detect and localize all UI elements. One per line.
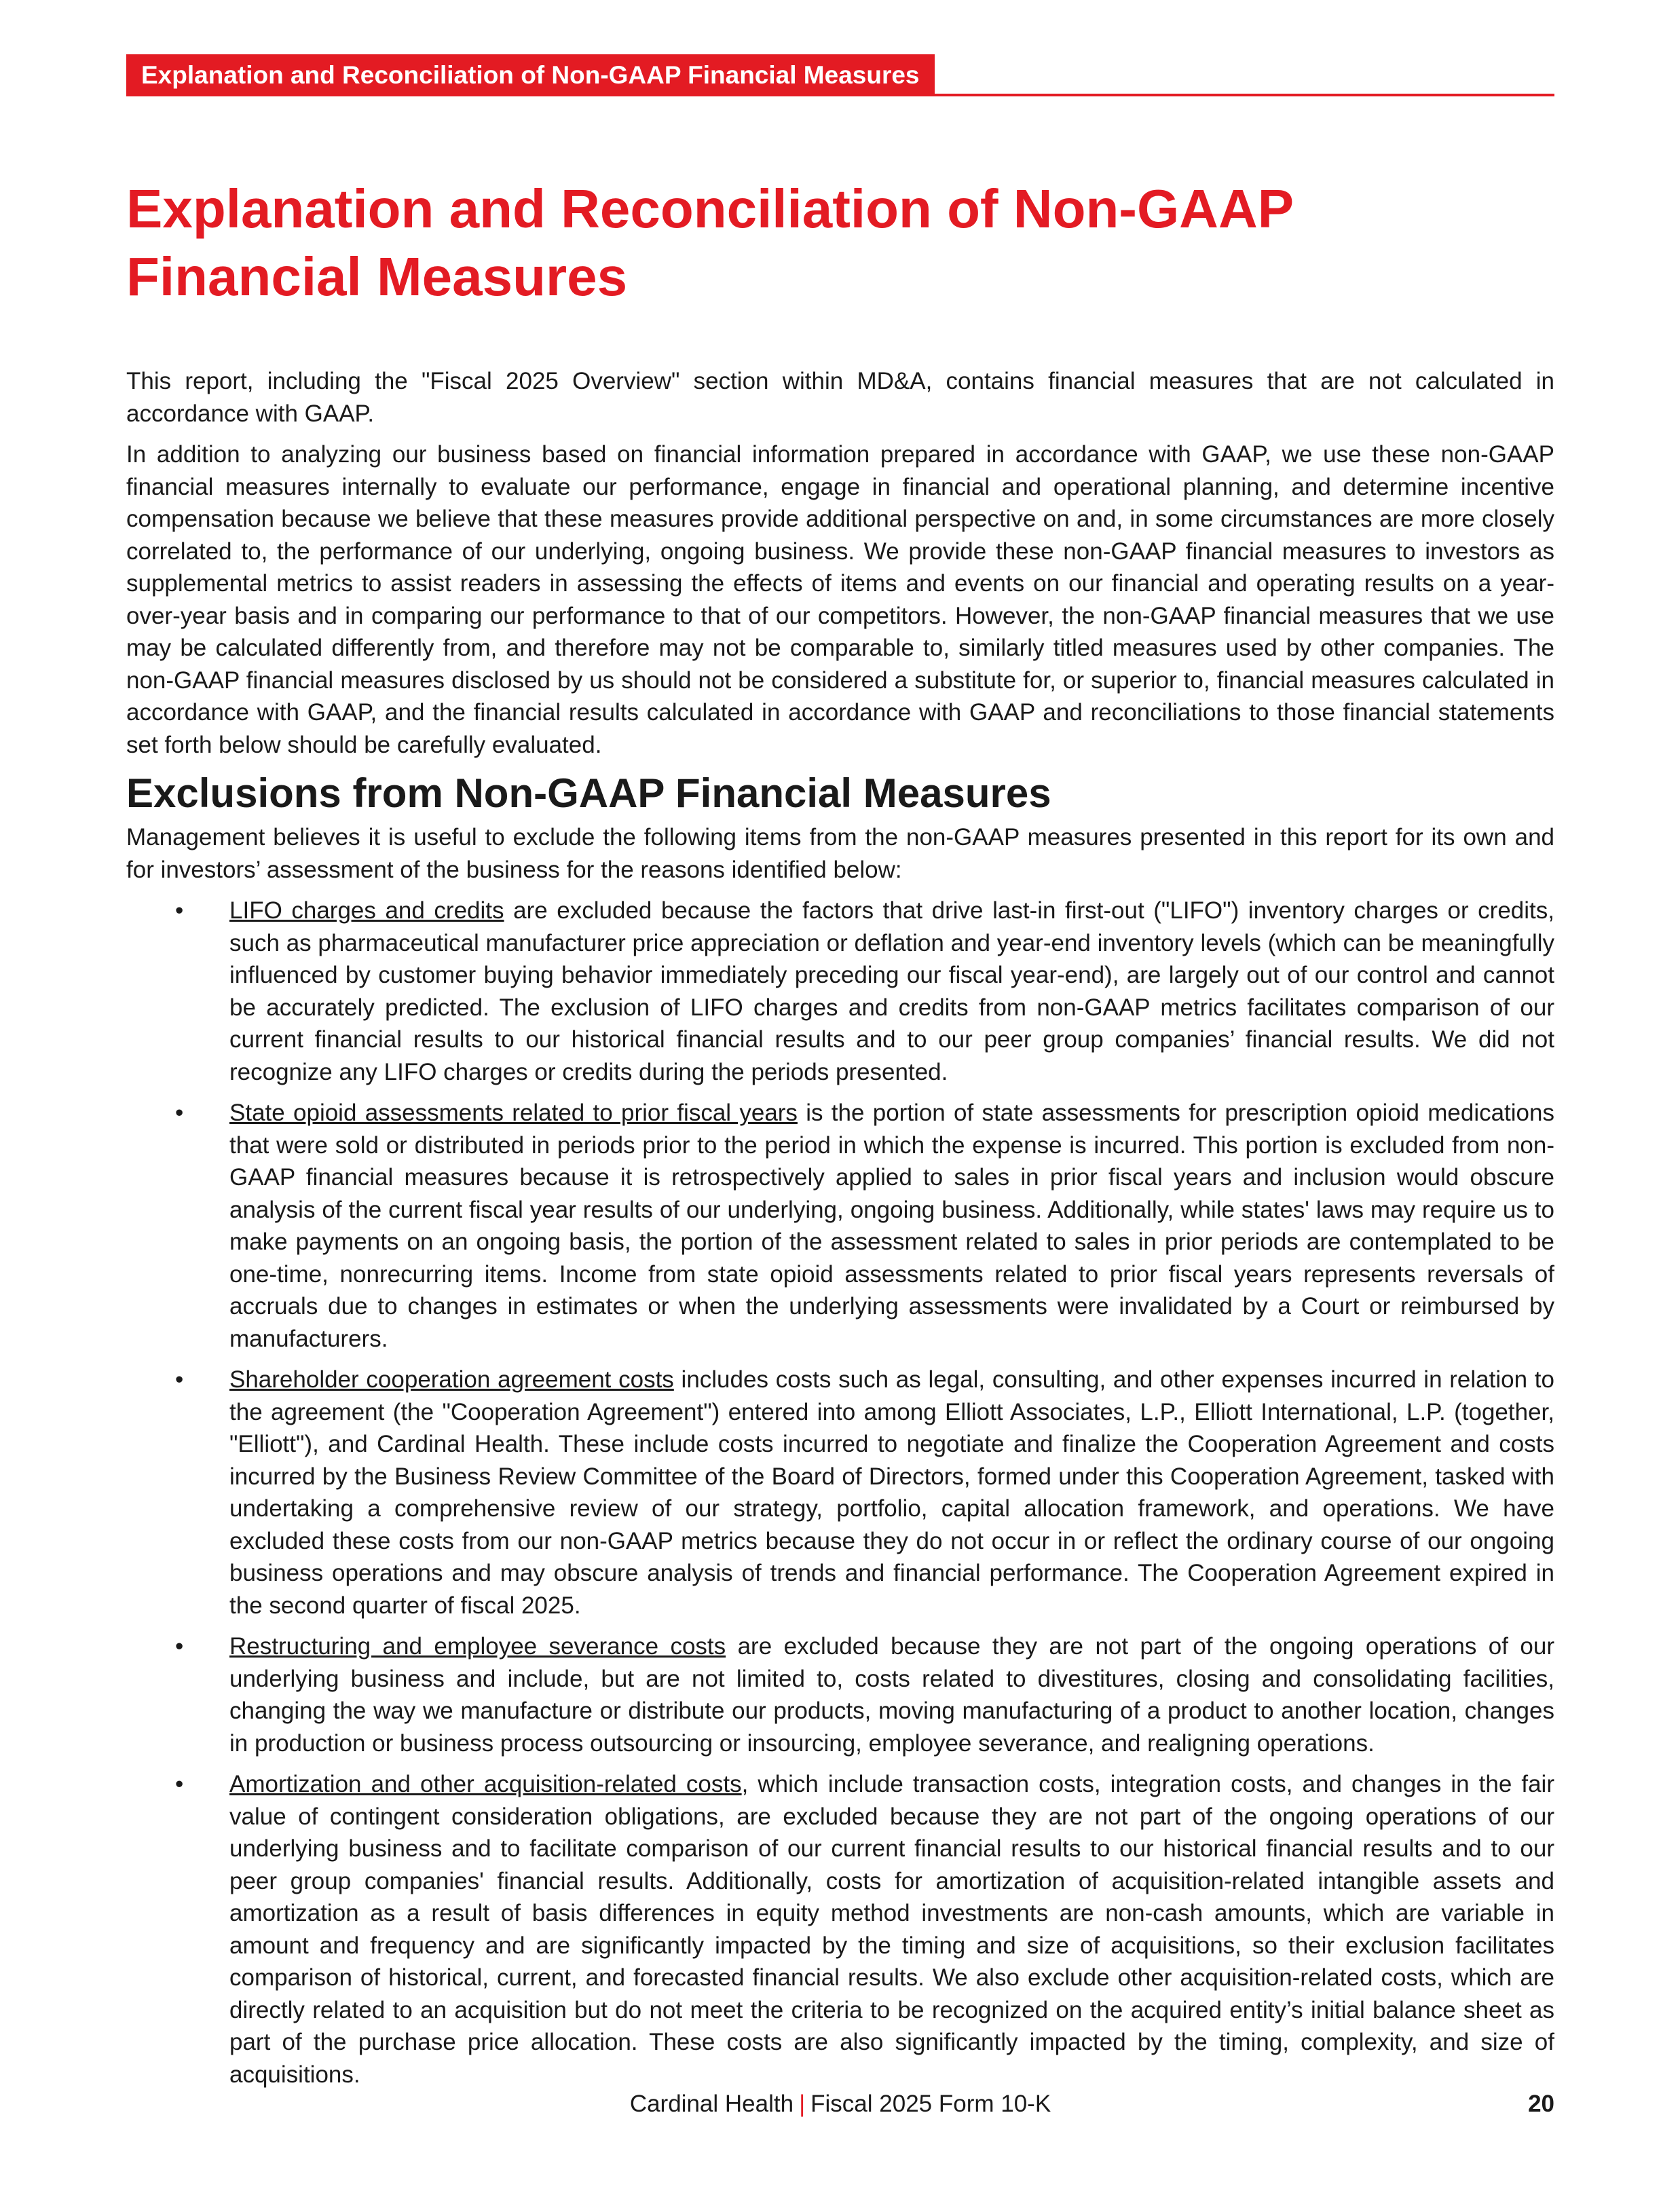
exclusion-text: are excluded because they are not part of the ongoing operations of our underlying business and include, but are not limited to, costs related to divestitures, closing and consolidating facilities, changing the way we manufacture or distribute our products, moving manufacturing of a product to another location, changes in production or business process outsourcing or insourcing, employee severance, and realigning operations. (229, 1633, 1554, 1757)
exclusions-heading: Exclusions from Non-GAAP Financial Measures (126, 770, 1051, 816)
bullet-glyph: • (175, 1771, 184, 1797)
exclusion-text: , which include transaction costs, integration costs, and changes in the fair value of contingent consideration obligations, are excluded because they are not part of the ongoing operations of our underlying business and to facilitate comparison of our current financial results to our historical financial results and to our peer group companies' financial results. Additionally, costs for amortization of acquisition-related intangible assets and amortization as a result of basis differences in equity method investments are non-cash amounts, which are variable in amount and frequency and are significantly impacted by the timing and size of acquisitions, so their exclusion facilitates comparison of historical, current, and forecasted financial results. We also exclude other acquisition-related costs, which are directly related to an acquisition but do not meet the criteria to be recognized on the acquired entity’s initial balance sheet as part of the purchase price allocation. These costs are also significantly impacted by the timing, complexity, and size of acquisitions. (229, 1771, 1554, 2088)
exclusion-item-amortization (126, 1768, 1554, 2091)
exclusions-intro: Management believes it is useful to exclude the following items from the non-GAAP measures presented in this report for its own and for investors’ assessment of the business for the reasons identified below: (126, 824, 1554, 883)
section-header (126, 54, 1554, 96)
intro-paragraph: This report, including the "Fiscal 2025 Overview" section within MD&A, contains financial measures that are not calculated in accordance with GAAP. (126, 368, 1554, 427)
footer-document-info (126, 2091, 1554, 2118)
exclusion-term: LIFO charges and credits (229, 897, 504, 924)
exclusion-text: are excluded because the factors that drive last-in first-out ("LIFO") inventory charges or credits, such as pharmaceutical manufacturer price appreciation or deflation and year-end inventory levels (which can be meaningfully influenced by customer buying behavior immediately preceding our fiscal year-end), are largely out of our control and cannot be accurately predicted. The exclusion of LIFO charges and credits from non-GAAP metrics facilitates comparison of our current financial results to our historical financial results and to our peer group companies’ financial results. We did not recognize any LIFO charges or credits during the periods presented. (229, 897, 1554, 1085)
purpose-paragraph: In addition to analyzing our business based on financial information prepared in accordance with GAAP, we use these non-GAAP financial measures internally to evaluate our performance, engage in financial and operational planning, and determine incentive compensation because we believe that these measures provide additional perspective on and, in some circumstances are more closely correlated to, the performance of our underlying, ongoing business. We provide these non-GAAP financial measures to investors as supplemental metrics to assist readers in assessing the effects of items and events on our financial and operating results on a year-over-year basis and in comparing our performance to that of our competitors. However, the non-GAAP financial measures that we use may be calculated differently from, and therefore may not be comparable to, similarly titled measures used by other companies. The non-GAAP financial measures disclosed by us should not be considered a substitute for, or superior to, financial measures calculated in accordance with GAAP, and the financial results calculated in accordance with GAAP and reconciliations to those financial statements set forth below should be carefully evaluated. (126, 441, 1554, 758)
exclusion-item-state-opioid (126, 1097, 1554, 1355)
exclusion-text: includes costs such as legal, consulting, and other expenses incurred in relation to the agreement (the "Cooperation Agreement") entered into among Elliott Associates, L.P., Elliott International, L.P. (together, "Elliott"), and Cardinal Health. These include costs incurred to negotiate and finalize the Cooperation Agreement and costs incurred by the Business Review Committee of the Board of Directors, formed under this Cooperation Agreement, tasked with undertaking a comprehensive review of our strategy, portfolio, capital allocation framework, and operations. We have excluded these costs from our non-GAAP metrics because they do not occur in or reflect the ordinary course of our ongoing business operations and may obscure analysis of trends and financial performance. The Cooperation Agreement expired in the second quarter of fiscal 2025. (229, 1366, 1554, 1619)
bullet-glyph: • (175, 1366, 184, 1393)
exclusion-term: Amortization and other acquisition-related costs (229, 1771, 742, 1797)
exclusion-term: State opioid assessments related to prior fiscal years (229, 1100, 798, 1126)
exclusion-text: is the portion of state assessments for prescription opioid medications that were sold or distributed in periods prior to the period in which the expense is incurred. This portion is excluded from non-GAAP financial measures because it is retrospectively applied to sales in prior fiscal years and inclusion would obscure analysis of the current fiscal year results of our underlying, ongoing business. Additionally, while states' laws may require us to make payments on an ongoing basis, the portion of the assessment related to sales in prior periods are contemplated to be one-time, nonrecurring items. Income from state opioid assessments related to prior fiscal years represents reversals of accruals due to changes in estimates or when the underlying assessments were invalidated by a Court or reimbursed by manufacturers. (229, 1100, 1554, 1352)
section-label: Explanation and Reconciliation of Non-GAAP Financial Measures (126, 54, 935, 96)
page (126, 54, 1554, 2088)
bullet-glyph: • (175, 897, 184, 924)
page-number: 20 (1528, 2091, 1554, 2117)
exclusion-term: Restructuring and employee severance costs (229, 1633, 726, 1660)
bullet-glyph: • (175, 1100, 184, 1126)
footer-document: Fiscal 2025 Form 10-K (810, 2091, 1051, 2117)
footer-separator: | (799, 2091, 806, 2117)
exclusion-item-lifo (126, 895, 1554, 1088)
exclusions-list (126, 895, 1554, 2091)
page-title: Explanation and Reconciliation of Non-GAAP Financial Measures (126, 179, 1293, 307)
exclusion-term: Shareholder cooperation agreement costs (229, 1366, 674, 1393)
exclusion-item-shareholder-cooperation (126, 1364, 1554, 1622)
document-body (126, 365, 1554, 2099)
exclusion-item-restructuring (126, 1630, 1554, 1759)
footer-company: Cardinal Health (629, 2091, 794, 2117)
bullet-glyph: • (175, 1633, 184, 1660)
page-footer (126, 2091, 1554, 2125)
